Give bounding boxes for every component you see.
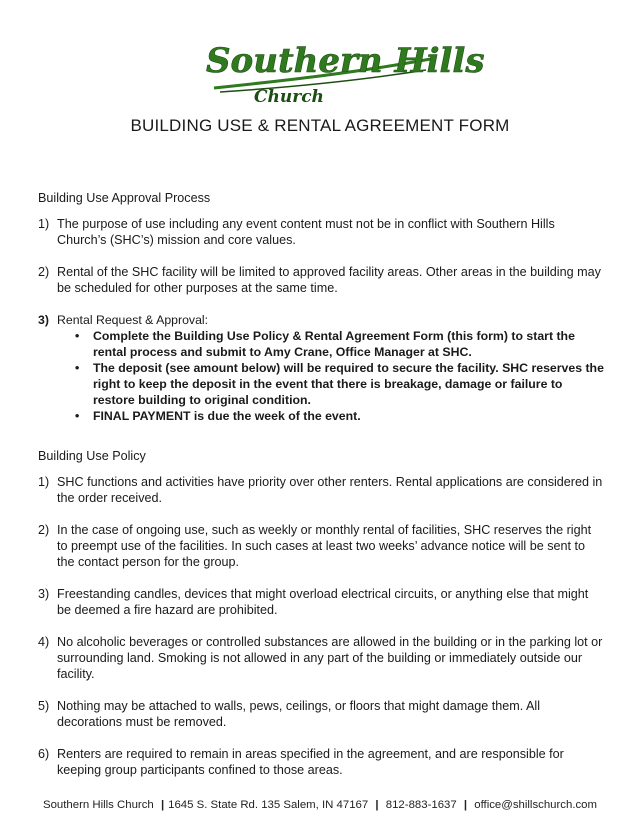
bullet-text: FINAL PAYMENT is due the week of the event. [93,409,361,423]
bullet-item [75,328,604,360]
church-logo-graphic [200,30,485,110]
item-number: 1) [38,475,50,489]
policy-item [38,634,604,682]
item-number: 2) [38,523,50,537]
footer-phone: 812-883-1637 [385,799,457,811]
item-title: Rental Request & Approval: [57,313,209,327]
bullet-icon: • [75,361,80,375]
page-footer [0,799,640,811]
policy-item [38,746,604,778]
item-text: Nothing may be attached to walls, pews, ceilings, or floors that might damage them. All decorations must be removed. [57,699,541,729]
approval-heading: Building Use Approval Process [38,191,211,205]
footer-email: office@shillschurch.com [474,799,598,811]
rental-steps-list [57,328,604,424]
bullet-item [75,408,604,424]
bullet-icon: • [75,409,80,423]
form-title: BUILDING USE & RENTAL AGREEMENT FORM [130,116,510,135]
footer-org: Southern Hills Church [42,799,154,811]
approval-item [38,312,604,424]
agreement-body [38,190,604,794]
item-number: 4) [38,635,50,649]
item-number: 3) [38,587,50,601]
item-text: Renters are required to remain in areas specified in the agreement, and are responsible for keeping group participants confined to those areas. [57,747,564,777]
item-text: The purpose of use including any event content must not be in conflict with Southern Hills Church’s (SHC’s) mission and core values. [57,217,555,247]
approval-item [38,216,604,248]
item-text: No alcoholic beverages or controlled substances are allowed in the building or in the parking lot or surrounding land. Smoking is not allowed in any part of the building or immediately outside our facility. [57,635,603,681]
bullet-item [75,360,604,408]
item-text: Rental of the SHC facility will be limited to approved facility areas. Other areas in the building may be scheduled for other purposes at the same time. [57,265,601,295]
policy-list [38,474,604,778]
church-logo [200,30,485,110]
item-number: 6) [38,747,50,761]
footer-separator: | [375,799,379,811]
item-text: In the case of ongoing use, such as weekly or monthly rental of facilities, SHC reserves the right to preempt use of the facilities. In such cases at least two weeks’ advance notice will be sent to the contact person for the group. [57,523,592,569]
bullet-text: The deposit (see amount below) will be required to secure the facility. SHC reserves the right to keep the deposit in the event that there is breakage, damage or failure to restore building to original condition. [93,361,604,407]
bullet-icon: • [75,329,80,343]
footer-address: 1645 S. State Rd. 135 Salem, IN 47167 [168,799,369,811]
item-number: 2) [38,265,50,279]
approval-item [38,264,604,296]
footer-separator: | [463,799,468,811]
item-number: 5) [38,699,50,713]
bullet-text: Complete the Building Use Policy & Rental Agreement Form (this form) to start the rental process and submit to Amy Crane, Office Manager at SHC. [93,329,575,359]
policy-item [38,586,604,618]
item-number: 1) [38,217,50,231]
footer-separator: | [160,799,165,811]
logo-sub-text: Church [254,87,324,107]
policy-heading: Building Use Policy [38,449,146,463]
policy-item [38,474,604,506]
approval-list [38,216,604,424]
logo-main-text: Southern Hills [206,41,485,81]
item-text: SHC functions and activities have priority over other renters. Rental applications are considered in the order received. [57,475,603,505]
item-text: Freestanding candles, devices that might overload electrical circuits, or anything else that might be deemed a fire hazard are prohibited. [57,587,589,617]
policy-item [38,522,604,570]
item-number: 3) [38,313,49,327]
policy-item [38,698,604,730]
